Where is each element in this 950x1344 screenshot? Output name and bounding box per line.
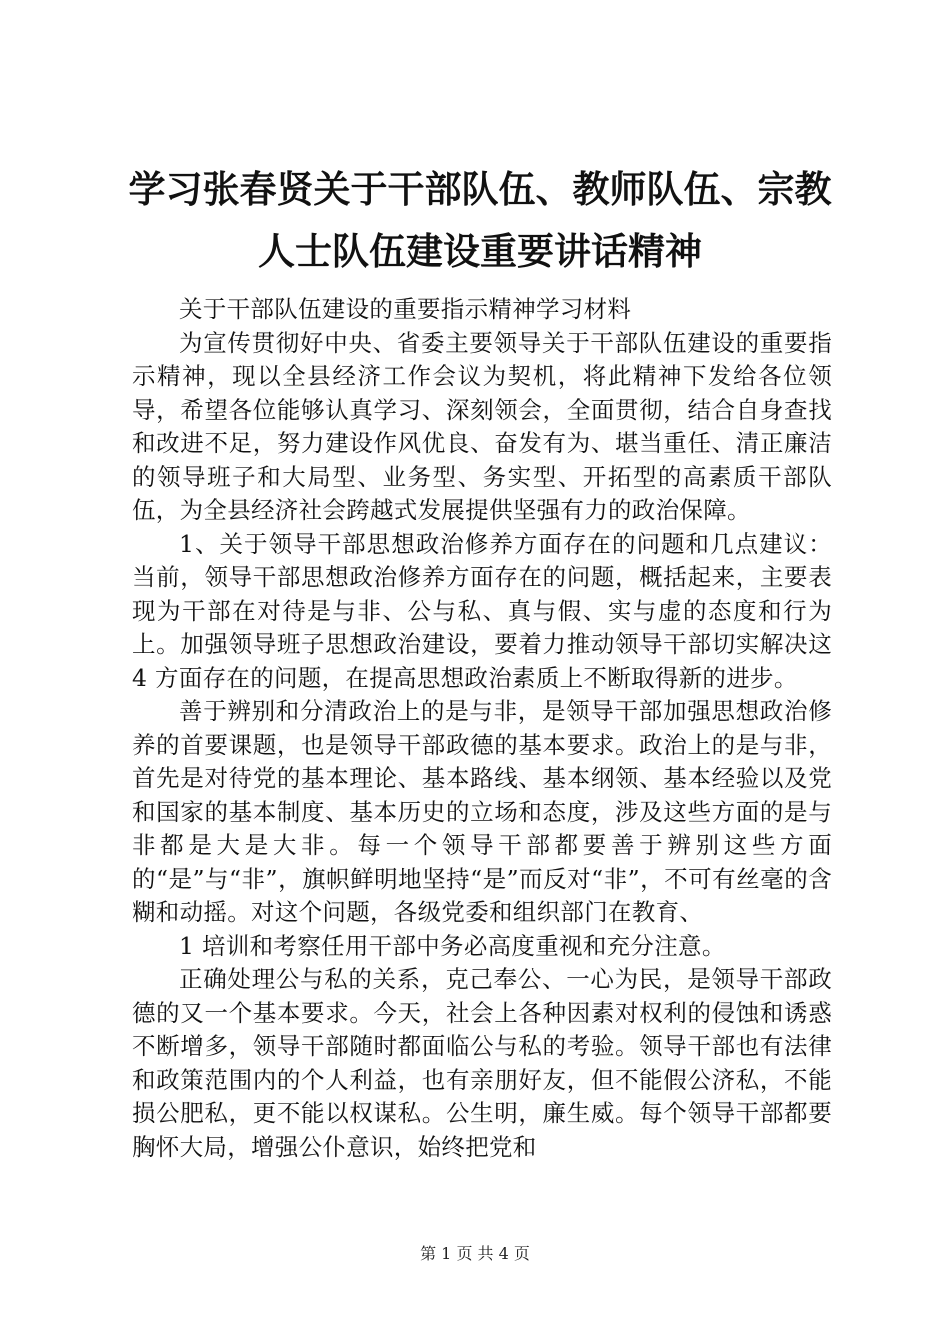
paragraph-right-wrong: 善于辨别和分清政治上的是与非，是领导干部加强思想政治修养的首要课题，也是领导干部政德的基本要求。政治上的是与非，首先是对待党的基本理论、基本路线、基本纲领、基本经验以及党和国家的基本制度、基本历史的立场和态度，涉及这些方面的是与非都是大是大非。每一个领导干部都要善于辨别这些方面的“是”与“非”，旗帜鲜明地坚持“是”而反对“非”，不可有丝毫的含糊和动摇。对这个问题，各级党委和组织部门在教育、 [132, 697, 832, 926]
paragraph-section-1: 1、关于领导干部思想政治修养方面存在的问题和几点建议：当前，领导干部思想政治修养方面存在的问题，概括起来，主要表现为干部在对待是与非、公与私、真与假、实与虚的态度和行为上。加强领导班子思想政治建设，要着力推动领导干部切实解决这 4 方面存在的问题，在提高思想政治素质上不断取得新的进步。 [132, 529, 832, 692]
document-body [132, 293, 832, 1164]
paragraph-subtitle: 关于干部队伍建设的重要指示精神学习材料 [179, 295, 632, 323]
paragraph-training: 1 培训和考察任用干部中务必高度重视和充分注意。 [179, 931, 726, 960]
paragraph-intro: 为宣传贯彻好中央、省委主要领导关于干部队伍建设的重要指示精神，现以全县经济工作会议为契机，将此精神下发给各位领导，希望各位能够认真学习、深刻领会，全面贯彻，结合自身查找和改进不足，努力建设作风优良、奋发有为、堪当重任、清正廉洁的领导班子和大局型、业务型、务实型、开拓型的高素质干部队伍，为全县经济社会跨越式发展提供坚强有力的政治保障。 [132, 328, 832, 524]
page-footer: 第 1 页 共 4 页 [420, 1244, 530, 1263]
paragraph-public-private: 正确处理公与私的关系，克己奉公、一心为民，是领导干部政德的又一个基本要求。今天，社会上各种因素对权利的侵蚀和诱惑不断增多，领导干部随时都面临公与私的考验。领导干部也有法律和政策范围内的个人利益，也有亲朋好友，但不能假公济私，不能损公肥私，更不能以权谋私。公生明，廉生威。每个领导干部都要胸怀大局，增强公仆意识，始终把党和 [132, 965, 832, 1161]
document-title: 学习张春贤关于干部队伍、教师队伍、宗教人士队伍建设重要讲话精神 [128, 167, 832, 273]
